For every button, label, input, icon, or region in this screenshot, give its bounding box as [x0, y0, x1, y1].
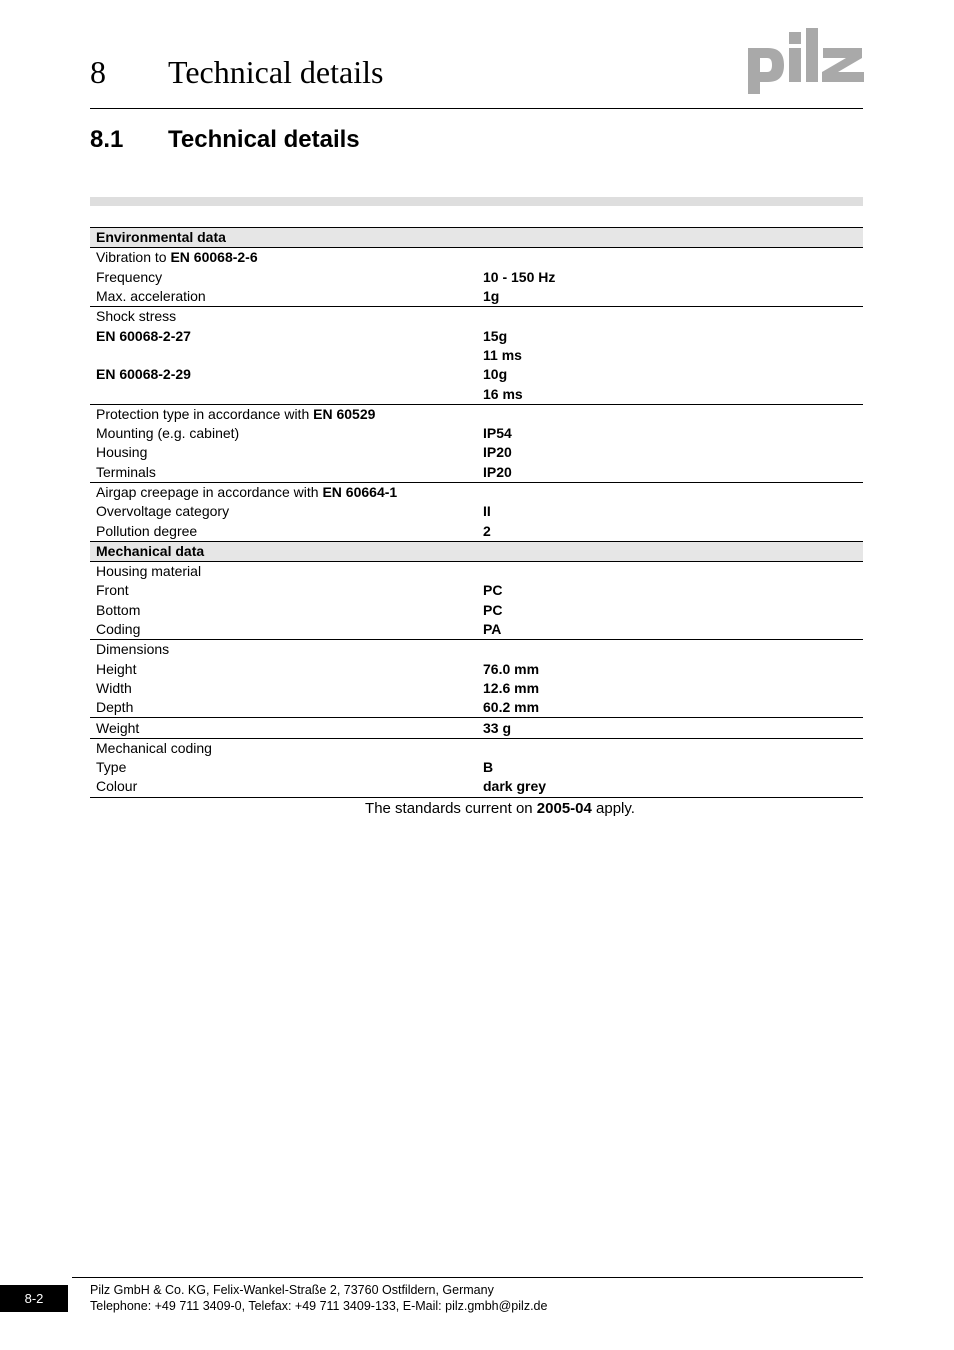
table-row: [90, 424, 863, 443]
footer-rule: [72, 1277, 863, 1278]
standard-ref: EN 60664-1: [322, 484, 398, 500]
param-label: Frequency: [96, 268, 163, 285]
table-row: [90, 718, 863, 738]
table-row: [90, 268, 863, 287]
category-label: Environmental data: [90, 228, 863, 248]
table-row: [90, 326, 863, 345]
section-band: [90, 197, 863, 206]
param-value: 2: [483, 522, 491, 539]
param-label: [90, 404, 477, 424]
param-label: Width: [96, 679, 132, 696]
param-label: [90, 482, 477, 502]
page-number: 8-2: [0, 1285, 68, 1312]
param-text: Protection type in accordance with: [96, 405, 314, 422]
table-row: [90, 384, 863, 404]
param-value: IP20: [483, 463, 512, 480]
table-row: [90, 777, 863, 797]
table-row: [90, 660, 863, 679]
param-value: [477, 738, 863, 758]
param-value: dark grey: [477, 777, 863, 797]
param-value: [477, 248, 863, 268]
param-value: 15g: [483, 327, 508, 344]
table-row: [90, 287, 863, 307]
chapter-title: Technical details: [168, 54, 384, 90]
table-row: [90, 307, 863, 327]
standard-ref: EN 60068-2-27: [96, 327, 191, 344]
param-value: II: [483, 503, 491, 520]
param-value: 12.6 mm: [483, 679, 540, 696]
table-row: [90, 502, 863, 521]
param-label: Bottom: [96, 601, 141, 618]
table-row: [90, 443, 863, 462]
standard-ref: EN 60068-2-6: [170, 249, 258, 266]
param-label: Housing: [96, 444, 148, 461]
section-title: Technical details: [168, 126, 360, 153]
param-label: Terminals: [96, 463, 156, 480]
table-row: [90, 738, 863, 758]
param-label: Overvoltage category: [96, 503, 230, 520]
table-row: [90, 640, 863, 660]
table-row: [90, 521, 863, 541]
table-row: [90, 698, 863, 718]
table-row: [90, 562, 863, 582]
param-value: B: [483, 759, 494, 776]
param-value: PC: [483, 582, 503, 599]
pilz-logo: [748, 28, 866, 94]
note-prefix: The standards current on: [365, 800, 537, 817]
param-label: Shock stress: [90, 307, 477, 327]
table-row: [90, 248, 863, 268]
param-value: 33 g: [477, 718, 863, 738]
footer-contact: Telephone: +49 711 3409-0, Telefax: +49 711 3409-133, E-Mail: pilz.gmbh@pilz.de: [90, 1299, 548, 1313]
param-label: Housing material: [96, 563, 202, 580]
param-text: Vibration to: [96, 249, 171, 266]
standard-ref: EN 60068-2-29: [96, 366, 191, 383]
category-row-environmental: [90, 228, 863, 248]
param-label: Front: [96, 582, 129, 599]
param-label: Mounting (e.g. cabinet): [96, 425, 240, 442]
note-date: 2005-04: [536, 800, 592, 817]
param-label: Coding: [96, 621, 141, 638]
footer-address: Pilz GmbH & Co. KG, Felix-Wankel-Straße 2, 73760 Ostfildern, Germany: [90, 1283, 494, 1297]
param-value: PA: [483, 621, 502, 638]
param-value: 10g: [483, 366, 508, 383]
param-value: 10 - 150 Hz: [483, 268, 556, 285]
param-label: Weight: [90, 718, 477, 738]
param-value: IP54: [483, 425, 512, 442]
technical-data-table: [90, 227, 863, 798]
param-label: Height: [96, 660, 137, 677]
param-label: [90, 248, 477, 268]
param-label: [90, 384, 477, 404]
param-label: Colour: [90, 777, 477, 797]
param-value: [477, 307, 863, 327]
table-row: [90, 404, 863, 424]
table-row: [90, 620, 863, 640]
param-label: Dimensions: [90, 640, 477, 660]
param-value: [477, 562, 863, 582]
param-value: 16 ms: [483, 385, 523, 402]
note-suffix: apply.: [591, 800, 635, 817]
table-row: [90, 463, 863, 483]
header-rule: [90, 108, 863, 109]
param-value: PC: [483, 601, 503, 618]
table-row: [90, 601, 863, 620]
category-row-mechanical: [90, 541, 863, 561]
param-value: [477, 404, 863, 424]
category-label: Mechanical data: [90, 541, 863, 561]
param-label: Max. acceleration: [96, 288, 206, 305]
standard-ref: EN 60529: [313, 405, 376, 422]
param-label: Type: [96, 759, 127, 776]
param-value: 76.0 mm: [483, 660, 540, 677]
standards-note: [90, 799, 910, 819]
section-number: 8.1: [90, 126, 124, 153]
param-text: Airgap creepage in accordance with: [96, 484, 323, 500]
param-value: IP20: [483, 444, 512, 461]
param-label: Pollution degree: [96, 522, 198, 539]
chapter-number: 8: [90, 54, 106, 90]
param-value: [477, 482, 863, 502]
table-row: [90, 365, 863, 384]
param-label: [90, 346, 477, 365]
table-row: [90, 679, 863, 698]
param-value: [477, 640, 863, 660]
param-label: Depth: [96, 699, 134, 716]
table-row: [90, 482, 863, 502]
table-row: [90, 758, 863, 777]
table-row: [90, 346, 863, 365]
param-value: 1g: [483, 288, 500, 305]
param-label: Mechanical coding: [90, 738, 477, 758]
table-row: [90, 581, 863, 600]
param-value: 11 ms: [483, 346, 522, 363]
param-value: 60.2 mm: [483, 699, 540, 716]
